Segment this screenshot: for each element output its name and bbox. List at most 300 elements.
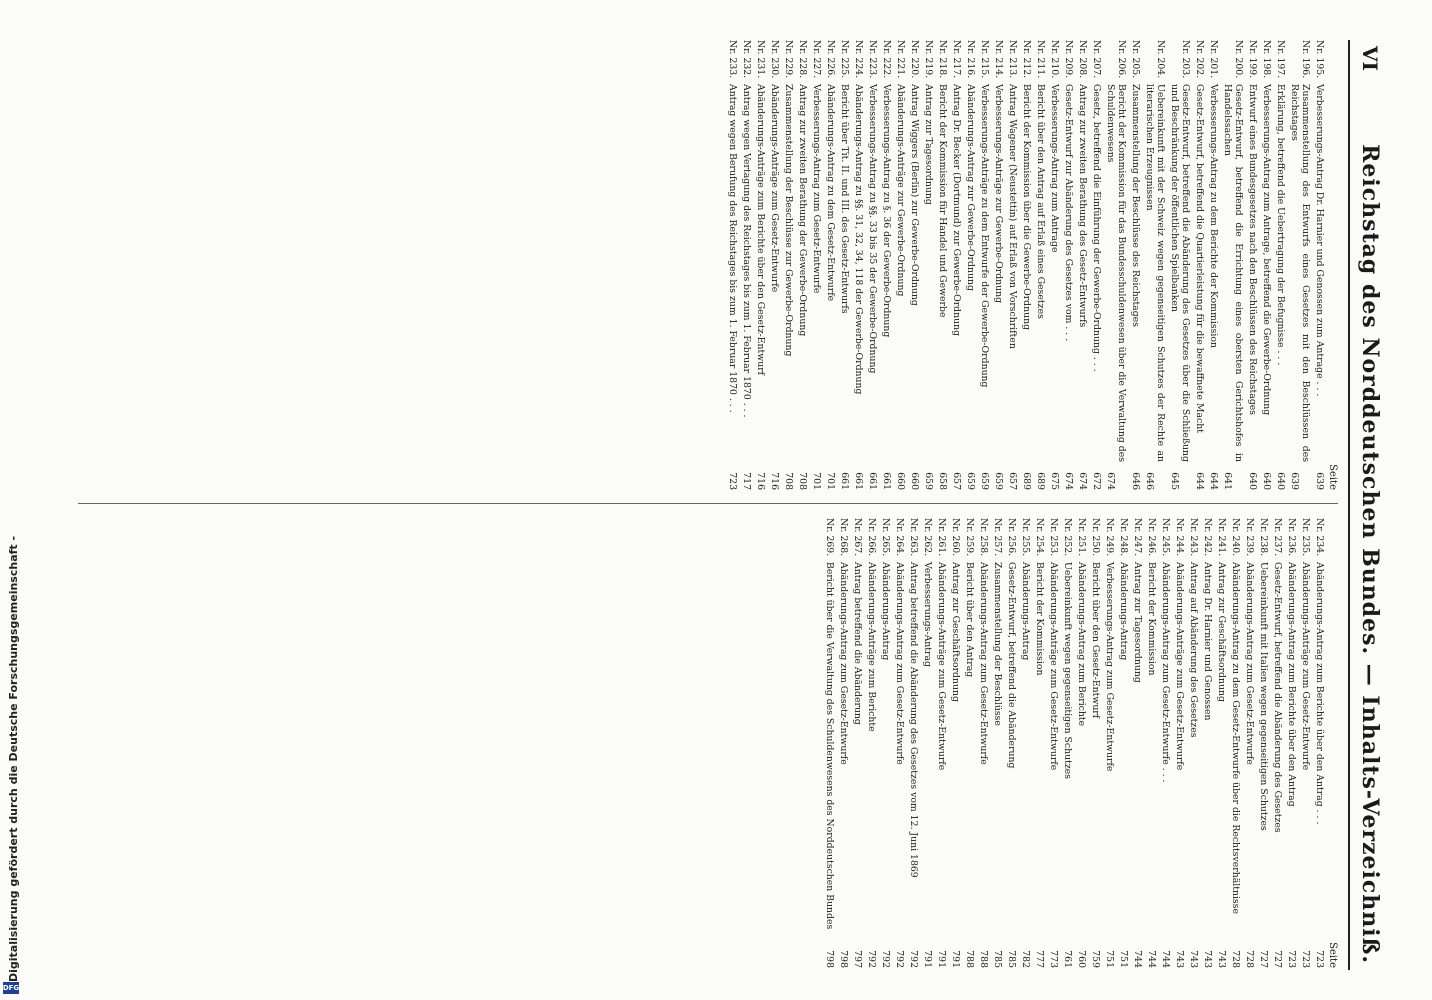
seite-label: Seite (1327, 464, 1338, 490)
entry-text: Bericht über den Antrag auf Erlaß eines Gesetzes (1035, 84, 1046, 319)
right-column (78, 518, 1338, 968)
entry-page: 646 (1144, 472, 1155, 490)
entry-text: Verbesserungs-Antrag zu §. 36 der Gewerbe-Ordnung (881, 84, 892, 338)
index-entry (1174, 518, 1185, 968)
index-entry (852, 518, 863, 968)
entry-text: Abänderungs-Antrag (880, 562, 891, 661)
index-entry (1034, 518, 1045, 968)
entry-page: 761 (1062, 950, 1073, 968)
entry-number: Nr. 202. (1194, 40, 1205, 79)
entry-text: Abänderungs-Anträge zum Gesetz-Entwurfe (1174, 562, 1185, 771)
entry-text: Antrag zur Tagesordnung (923, 84, 934, 205)
entry-number: Nr. 243. (1188, 518, 1199, 557)
index-entry (1105, 40, 1127, 490)
entry-text: Gesetz-Entwurf, betreffend die Abänderung (1006, 562, 1017, 769)
entry-page: 788 (964, 950, 975, 968)
index-entry (1202, 518, 1213, 968)
entry-page: 782 (1020, 950, 1031, 968)
entry-text: Verbesserungs-Antrag zum Antrage (1049, 84, 1060, 253)
entry-number: Nr. 229. (783, 40, 794, 79)
index-entry (769, 40, 780, 490)
entry-page: 744 (1132, 950, 1143, 968)
entry-text: Gesetz, betreffend die Einführung der Gewerbe-Ordnung . . . (1091, 84, 1102, 372)
entry-number: Nr. 230. (769, 40, 780, 79)
entry-page: 639 (1314, 472, 1325, 490)
entry-text: Antrag Wiggers (Berlin) zur Gewerbe-Ordnung (909, 84, 920, 306)
index-entry (1118, 518, 1129, 968)
index-entry (964, 518, 975, 968)
entry-number: Nr. 234. (1314, 518, 1325, 557)
index-entry (839, 40, 850, 490)
entry-number: Nr. 265. (880, 518, 891, 557)
entry-number: Nr. 206. (1116, 40, 1127, 79)
index-entry (894, 518, 905, 968)
entry-page: 785 (992, 950, 1003, 968)
entry-number: Nr. 223. (867, 40, 878, 79)
entry-text: Entwurf eines Bundesgesetzes nach den Beschlüssen des Reichstages (1247, 84, 1258, 416)
entry-page: 743 (1216, 950, 1227, 968)
index-entry (1063, 40, 1074, 490)
entry-number: Nr. 269. (824, 518, 835, 557)
entry-number: Nr. 212. (1021, 40, 1032, 79)
entry-text: Uebereinkunft mit der Schweiz wegen gegenseitigen Schutzes der Rechte an literarischen Erzeugnissen (1144, 84, 1166, 462)
entry-page: 792 (880, 950, 891, 968)
entry-number: Nr. 217. (951, 40, 962, 79)
index-entry (881, 40, 892, 490)
entry-text: Gesetz-Entwurf zur Abänderung des Gesetzes vom . . . (1063, 84, 1074, 342)
entry-page: 674 (1105, 472, 1116, 490)
entry-page: 788 (978, 950, 989, 968)
entry-page: 743 (1174, 950, 1185, 968)
entry-text: Gesetz-Entwurf, betreffend die Errichtung eines obersten Gerichtshofes in Handelssachen (1222, 84, 1244, 462)
entry-page: 675 (1049, 472, 1060, 490)
entry-text: Antrag zur Geschäftsordnung (1216, 562, 1227, 702)
index-entry (1247, 40, 1258, 490)
index-entry (797, 40, 808, 490)
entry-number: Nr. 241. (1216, 518, 1227, 557)
entry-text: Bericht über die Verwaltung des Schuldenwesens des Norddeutschen Bundes (824, 562, 835, 930)
index-entry (1090, 518, 1101, 968)
entry-text: Antrag zur Tagesordnung (1132, 562, 1143, 683)
entry-number: Nr. 209. (1063, 40, 1074, 79)
entry-text: Verbesserungs-Antrag Dr. Harnier und Genossen zum Antrage . . . (1314, 84, 1325, 397)
entry-page: 708 (783, 472, 794, 490)
entry-number: Nr. 259. (964, 518, 975, 557)
entry-page: 658 (937, 472, 948, 490)
entry-page: 791 (922, 950, 933, 968)
entry-number: Nr. 255. (1020, 518, 1031, 557)
entry-page: 743 (1188, 950, 1199, 968)
entry-text: Zusammenstellung des Entwurfs eines Gesetzes mit den Beschlüssen des Reichstages (1289, 84, 1311, 462)
index-entry (965, 40, 976, 490)
entry-page: 644 (1208, 472, 1219, 490)
entry-text: Abänderungs-Antrag zum Gesetz-Entwurfe (838, 562, 849, 765)
index-entry (783, 40, 794, 490)
entry-text: Abänderungs-Anträge zum Gesetz-Entwurfe (1300, 562, 1311, 771)
entry-text: Gesetz-Entwurf, betreffend die Quartierleistung für die bewaffnete Macht (1194, 84, 1205, 433)
index-entry (1216, 518, 1227, 968)
index-entry (838, 518, 849, 968)
seite-label: Seite (1327, 942, 1338, 968)
index-entry (1144, 40, 1166, 490)
index-entry (825, 40, 836, 490)
index-entry (993, 40, 1004, 490)
entry-number: Nr. 204. (1155, 40, 1166, 79)
entry-number: Nr. 225. (839, 40, 850, 79)
entry-page: 723 (1300, 950, 1311, 968)
entry-text: Abänderungs-Antrag zum Gesetz-Entwurfe (894, 562, 905, 765)
entry-text: Abänderungs-Anträge zum Berichte (866, 562, 877, 732)
entry-page: 659 (979, 472, 990, 490)
left-column (78, 40, 1338, 490)
index-entry (1020, 518, 1031, 968)
index-entry (1104, 518, 1115, 968)
entry-text: Abänderungs-Antrag zum Gesetz-Entwurfe . . . (1160, 562, 1171, 783)
entry-number: Nr. 251. (1076, 518, 1087, 557)
entry-number: Nr. 262. (922, 518, 933, 557)
entry-page: 640 (1261, 472, 1272, 490)
entry-number: Nr. 232. (741, 40, 752, 79)
entry-text: Gesetz-Entwurf, betreffend die Abänderung des Gesetzes über die Schließung und Beschränkung der öffentlichen Spielbanken (1169, 84, 1191, 462)
entry-number: Nr. 220. (909, 40, 920, 79)
entry-text: Abänderungs-Antrag zum Gesetz-Entwurfe (1244, 562, 1255, 765)
entry-number: Nr. 208. (1077, 40, 1088, 79)
entry-text: Zusammenstellung der Beschlüsse zur Gewerbe-Ordnung (783, 84, 794, 357)
entry-number: Nr. 233. (727, 40, 738, 79)
index-entry (1021, 40, 1032, 490)
entry-page: 751 (1118, 950, 1129, 968)
index-entry (1160, 518, 1171, 968)
index-entry (1261, 40, 1272, 490)
entry-text: Bericht der Kommission (1146, 562, 1157, 676)
entry-page: 716 (755, 472, 766, 490)
rotated-frame (70, 40, 1390, 970)
index-entry (978, 518, 989, 968)
index-entry (1275, 40, 1286, 490)
entry-text: Abänderungs-Antrag zu dem Gesetz-Entwurfe über die Rechtsverhältnisse (1230, 562, 1241, 914)
index-entry (1146, 518, 1157, 968)
entry-page: 660 (909, 472, 920, 490)
entry-text: Abänderungs-Antrag zum Gesetz-Entwurfe (978, 562, 989, 765)
entry-number: Nr. 268. (838, 518, 849, 557)
index-entry (741, 40, 752, 490)
entry-page: 659 (923, 472, 934, 490)
index-entry (908, 518, 919, 968)
index-entry (811, 40, 822, 490)
entry-text: Verbesserungs-Antrag zum Antrage, betreffend die Gewerbe-Ordnung (1261, 84, 1272, 416)
page-title: Reichstag des Norddeutschen Bundes. — Inhalts-Verzeichniß. (1357, 144, 1383, 964)
entry-page: 791 (950, 950, 961, 968)
entry-page: 708 (797, 472, 808, 490)
entry-number: Nr. 200. (1233, 40, 1244, 79)
index-entry (727, 40, 738, 490)
footer-text: Digitalisierung gefördert durch die Deutsche Forschungsgemeinschaft - (7, 535, 20, 982)
entry-page: 777 (1034, 950, 1045, 968)
index-entry (824, 518, 835, 968)
entry-page: 791 (936, 950, 947, 968)
index-entry (1286, 518, 1297, 968)
entry-text: Verbesserungs-Antrag zum Gesetz-Entwurfe (811, 84, 822, 294)
entry-page: 792 (866, 950, 877, 968)
entry-page: 672 (1091, 472, 1102, 490)
entry-text: Bericht über Tit. II. und III. des Gesetz-Entwurfs (839, 84, 850, 314)
entry-text: Verbesserungs-Antrag zu dem Berichte der Kommission (1208, 84, 1219, 348)
entry-page: 798 (824, 950, 835, 968)
entry-page: 727 (1272, 950, 1283, 968)
entry-page: 728 (1244, 950, 1255, 968)
entry-page: 689 (1021, 472, 1032, 490)
entry-page: 641 (1222, 472, 1233, 490)
entry-page: 674 (1077, 472, 1088, 490)
entry-page: 723 (1286, 950, 1297, 968)
entry-page: 657 (1007, 472, 1018, 490)
entry-number: Nr. 257. (992, 518, 1003, 557)
index-entry (867, 40, 878, 490)
entry-number: Nr. 205. (1130, 40, 1141, 79)
index-entry (923, 40, 934, 490)
entry-text: Abänderungs-Antrag zur Gewerbe-Ordnung (965, 84, 976, 291)
entry-page: 674 (1063, 472, 1074, 490)
index-entry (1048, 518, 1059, 968)
entry-page: 798 (838, 950, 849, 968)
dfg-logo: DFG (2, 984, 20, 992)
entry-text: Antrag Dr. Harnier und Genossen (1202, 562, 1213, 721)
entry-number: Nr. 266. (866, 518, 877, 557)
entry-page: 659 (965, 472, 976, 490)
entry-number: Nr. 249. (1104, 518, 1115, 557)
entry-text: Zusammenstellung der Beschlüsse (992, 562, 1003, 726)
entry-number: Nr. 197. (1275, 40, 1286, 79)
index-entry (853, 40, 864, 490)
entry-number: Nr. 254. (1034, 518, 1045, 557)
entry-text: Verbesserungs-Antrag zu §§. 33 bis 35 der Gewerbe-Ordnung (867, 84, 878, 374)
entry-text: Antrag zur Geschäftsordnung (950, 562, 961, 702)
index-entry (1007, 40, 1018, 490)
entry-number: Nr. 214. (993, 40, 1004, 79)
index-entry (1222, 40, 1244, 490)
page-number: VI (1358, 46, 1382, 71)
entry-text: Bericht über den Gesetz-Entwurf (1090, 562, 1101, 719)
entry-text: Abänderungs-Antrag (1118, 562, 1129, 661)
entry-page: 646 (1130, 472, 1141, 490)
entry-number: Nr. 258. (978, 518, 989, 557)
entry-text: Antrag zur zweiten Berathung der Gewerbe-Ordnung (797, 84, 808, 337)
entry-page: 792 (908, 950, 919, 968)
entry-number: Nr. 201. (1208, 40, 1219, 79)
index-entry (1258, 518, 1269, 968)
index-entry (1130, 40, 1141, 490)
entry-number: Nr. 203. (1180, 40, 1191, 79)
entry-page: 792 (894, 950, 905, 968)
entry-page: 640 (1247, 472, 1258, 490)
index-entry (1077, 40, 1088, 490)
index-entry (880, 518, 891, 968)
entry-text: Zusammenstellung der Beschlüsse des Reichstages (1130, 84, 1141, 327)
entry-number: Nr. 218. (937, 40, 948, 79)
entry-text: Bericht der Kommission für Handel und Gewerbe (937, 84, 948, 318)
page-content (70, 40, 1390, 970)
entry-number: Nr. 245. (1160, 518, 1171, 557)
entry-text: Bericht über den Antrag (964, 562, 975, 678)
entry-page: 744 (1146, 950, 1157, 968)
entry-text: Antrag auf Abänderung des Gesetzes (1188, 562, 1199, 738)
entry-text: Bericht der Kommission für das Bundesschuldenwesen über die Verwaltung des Schuldenwesens (1105, 84, 1127, 462)
entry-page: 640 (1275, 472, 1286, 490)
entry-number: Nr. 219. (923, 40, 934, 79)
entry-number: Nr. 215. (979, 40, 990, 79)
entry-text: Abänderungs-Antrag zum Berichte über den Antrag (1286, 562, 1297, 807)
entry-page: 727 (1258, 950, 1269, 968)
entry-number: Nr. 253. (1048, 518, 1059, 557)
entry-number: Nr. 198. (1261, 40, 1272, 79)
entry-number: Nr. 210. (1049, 40, 1060, 79)
index-entry (1188, 518, 1199, 968)
entry-number: Nr. 235. (1300, 518, 1311, 557)
entry-number: Nr. 267. (852, 518, 863, 557)
entry-text: Abänderungs-Anträge zum Berichte über den Gesetz-Entwurf (755, 84, 766, 376)
entry-page: 785 (1006, 950, 1017, 968)
entry-page: 639 (1289, 472, 1300, 490)
entry-number: Nr. 211. (1035, 40, 1046, 79)
entry-page: 657 (951, 472, 962, 490)
entry-page: 723 (727, 472, 738, 490)
entry-text: Uebereinkunft mit Italien wegen gegenseitigen Schutzes (1258, 562, 1269, 831)
entry-text: Antrag zur zweiten Berathung des Gesetz-Entwurfs (1077, 84, 1088, 328)
entry-page: 773 (1048, 950, 1059, 968)
index-entry (1035, 40, 1046, 490)
entry-number: Nr. 247. (1132, 518, 1143, 557)
entry-text: Verbesserungs-Antrag (922, 562, 933, 667)
index-entry (866, 518, 877, 968)
entry-number: Nr. 264. (894, 518, 905, 557)
entry-page: 689 (1035, 472, 1046, 490)
entry-number: Nr. 228. (797, 40, 808, 79)
entry-page: 728 (1230, 950, 1241, 968)
index-entry (992, 518, 1003, 968)
entry-number: Nr. 256. (1006, 518, 1017, 557)
entry-page: 743 (1202, 950, 1213, 968)
entry-text: Verbesserungs-Anträge zur Gewerbe-Ordnung (993, 84, 1004, 304)
index-entry (1062, 518, 1073, 968)
entry-page: 659 (993, 472, 1004, 490)
entry-text: Antrag betreffend die Abänderung des Gesetzes vom 12. Juni 1869 (908, 562, 919, 878)
entry-text: Abänderungs-Antrag (1020, 562, 1031, 661)
index-entry (922, 518, 933, 968)
entry-number: Nr. 227. (811, 40, 822, 79)
entry-text: Uebereinkunft wegen gegenseitigen Schutzes (1062, 562, 1073, 779)
entry-number: Nr. 226. (825, 40, 836, 79)
entry-number: Nr. 240. (1230, 518, 1241, 557)
entry-text: Antrag betreffend die Abänderung (852, 562, 863, 725)
entry-number: Nr. 213. (1007, 40, 1018, 79)
entry-number: Nr. 221. (895, 40, 906, 79)
entry-number: Nr. 236. (1286, 518, 1297, 557)
index-entry (909, 40, 920, 490)
entry-number: Nr. 196. (1300, 40, 1311, 79)
entry-number: Nr. 263. (908, 518, 919, 557)
footer (0, 0, 24, 1000)
index-entry (1272, 518, 1283, 968)
index-entry (1314, 40, 1325, 490)
entry-page: 701 (811, 472, 822, 490)
entry-number: Nr. 246. (1146, 518, 1157, 557)
entry-page: 751 (1104, 950, 1115, 968)
index-entry (1091, 40, 1102, 490)
index-entry (1230, 518, 1241, 968)
entry-text: Bericht der Kommission (1034, 562, 1045, 676)
index-entry (951, 40, 962, 490)
entry-number: Nr. 224. (853, 40, 864, 79)
index-entry (755, 40, 766, 490)
entry-number: Nr. 237. (1272, 518, 1283, 557)
index-entry (950, 518, 961, 968)
entry-number: Nr. 244. (1174, 518, 1185, 557)
entry-number: Nr. 248. (1118, 518, 1129, 557)
entry-number: Nr. 238. (1258, 518, 1269, 557)
entry-text: Abänderungs-Anträge zum Gesetz-Entwurfe (769, 84, 780, 293)
entry-number: Nr. 242. (1202, 518, 1213, 557)
entry-text: Antrag wegen Berufung des Reichstages bis zum 1. Februar 1870 . . . (727, 84, 738, 413)
index-entry (1006, 518, 1017, 968)
entry-page: 661 (853, 472, 864, 490)
index-entry (1194, 40, 1205, 490)
entry-number: Nr. 250. (1090, 518, 1101, 557)
index-entry (1169, 40, 1191, 490)
entry-page: 661 (867, 472, 878, 490)
entry-text: Abänderungs-Antrag zum Berichte über den Antrag . . . (1314, 562, 1325, 825)
entry-text: Gesetz-Entwurf, betreffend die Abänderung des Gesetzes (1272, 562, 1283, 833)
entry-page: 645 (1169, 472, 1180, 490)
entry-text: Abänderungs-Anträge zur Gewerbe-Ordnung (895, 84, 906, 297)
column-divider (78, 503, 1338, 504)
entry-text: Erklärung, betreffend die Uebertragung der Befugnisse . . . (1275, 84, 1286, 366)
entry-number: Nr. 252. (1062, 518, 1073, 557)
index-entry (1208, 40, 1219, 490)
entry-number: Nr. 222. (881, 40, 892, 79)
entry-text: Antrag Dr. Becker (Dortmund) zur Gewerbe-Ordnung (951, 84, 962, 337)
page-header (1348, 40, 1390, 970)
index-entry (1132, 518, 1143, 968)
entry-page: 744 (1160, 950, 1171, 968)
entry-page: 759 (1090, 950, 1101, 968)
entry-text: Verbesserungs-Anträge zu dem Entwurfe der Gewerbe-Ordnung (979, 84, 990, 388)
index-entry (1289, 40, 1311, 490)
entry-page: 760 (1076, 950, 1087, 968)
entry-page: 661 (839, 472, 850, 490)
entry-page: 660 (895, 472, 906, 490)
entry-page: 661 (881, 472, 892, 490)
index-entry (937, 40, 948, 490)
entry-text: Bericht der Kommission über die Gewerbe-Ordnung (1021, 84, 1032, 331)
index-entry (1314, 518, 1325, 968)
entry-number: Nr. 260. (950, 518, 961, 557)
entry-text: Abänderungs-Antrag zum Berichte (1076, 562, 1087, 727)
entry-text: Antrag wegen Vertagung des Reichstages bis zum 1. Februar 1870 . . . (741, 84, 752, 418)
entry-number: Nr. 207. (1091, 40, 1102, 79)
index-entry (1049, 40, 1060, 490)
entry-text: Abänderungs-Antrag zu §§. 31, 32, 34, 118 der Gewerbe-Ordnung (853, 84, 864, 395)
index-entry (1300, 518, 1311, 968)
entry-page: 701 (825, 472, 836, 490)
entry-number: Nr. 239. (1244, 518, 1255, 557)
entry-number: Nr. 195. (1314, 40, 1325, 79)
entry-text: Antrag Wagener (Neustettin) auf Erlaß von Vorschriften (1007, 84, 1018, 349)
entry-page: 723 (1314, 950, 1325, 968)
entry-number: Nr. 231. (755, 40, 766, 79)
entry-page: 717 (741, 472, 752, 490)
index-entry (1244, 518, 1255, 968)
entry-number: Nr. 199. (1247, 40, 1258, 79)
